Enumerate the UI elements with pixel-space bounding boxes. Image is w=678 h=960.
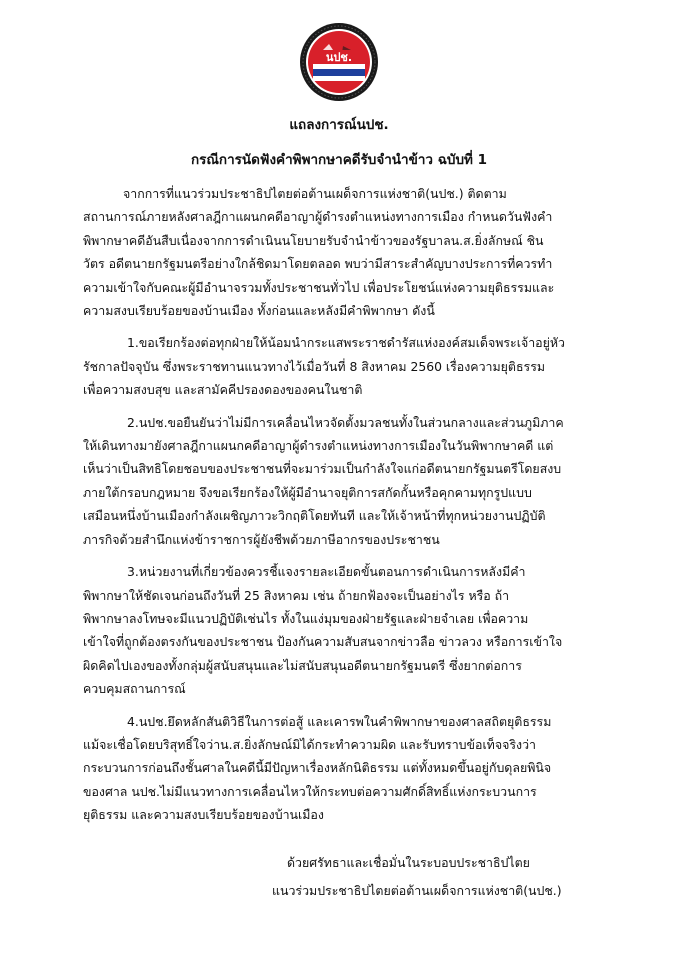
text-line: ให้เดินทางมายังศาลฎีกาแผนกคดีอาญาผู้ดำรงตำแหน่งทางการเมืองในวันพิพากษาคดี แต่ bbox=[83, 438, 554, 454]
text-line: ความเข้าใจกับคณะผู้มีอำนาจรวมทั้งประชาชนทั่วไป เพื่อประโยชน์แห่งความยุติธรรมและ bbox=[83, 279, 555, 295]
text-line: พิพากษาให้ชัดเจนก่อนถึงวันที่ 25 สิงหาคม เช่น ถ้ายกฟ้องจะเป็นอย่างไร หรือ ถ้า bbox=[83, 587, 510, 603]
text-line: พิพากษาคดีอันสืบเนื่องจากการดำเนินนโยบายรับจำนำข้าวของรัฐบาลน.ส.ยิ่งลักษณ์ ชิน bbox=[83, 232, 544, 248]
text-line: สถานการณ์ภายหลังศาลฎีกาแผนกคดีอาญาผู้ดำรงตำแหน่งทางการเมือง กำหนดวันฟังคำ bbox=[83, 209, 553, 225]
text-line: พิพากษาลงโทษจะมีแนวปฏิบัติเช่นไร ทั้งในแง่มุมของฝ่ายรัฐและฝ่ายจำเลย เพื่อความ bbox=[83, 610, 529, 626]
paragraph-intro bbox=[83, 182, 646, 322]
text-line: วัตร อดีตนายกรัฐมนตรีอย่างใกล้ชิดมาโดยตลอด พบว่ามีสาระสำคัญบางประการที่ควรทำ bbox=[83, 256, 553, 272]
text-line: รัชกาลปัจจุบัน ซึ่งพระราชทานแนวทางไว้เมื่อวันที่ 8 สิงหาคม 2560 เรื่องความยุติธรรม bbox=[83, 358, 546, 374]
text-line: 1.ขอเรียกร้องต่อทุกฝ่ายให้น้อมนำกระแสพระราชดำรัสแห่งองค์สมเด็จพระเจ้าอยู่หัว bbox=[127, 335, 565, 351]
text-line: 4.นปช.ยึดหลักสันติวิธีในการต่อสู้ และเคารพในคำพิพากษาของศาลสถิตยุติธรรม bbox=[127, 713, 552, 729]
document-body bbox=[83, 182, 646, 836]
paragraph-item-4 bbox=[83, 710, 646, 827]
text-line: ผิดคิดไปเองของทั้งกลุ่มผู้สนับสนุนและไม่สนับสนุนอดีตนายกรัฐมนตรี ซึ่งยากต่อการ bbox=[83, 657, 522, 673]
text-line: 3.หน่วยงานที่เกี่ยวข้องควรชี้แจงรายละเอียดขั้นตอนการดำเนินการหลังมีคำ bbox=[127, 564, 526, 580]
paragraph-item-2 bbox=[83, 411, 646, 551]
text-line: ภารกิจด้วยสำนึกแห่งข้าราชการผู้ยังชีพด้วยภาษีอากรของประชาชน bbox=[83, 531, 440, 547]
udd-logo bbox=[299, 22, 379, 102]
closing-line: ด้วยศรัทธาและเชื่อมั่นในระบอบประชาธิปไตย bbox=[287, 855, 530, 870]
text-line: ควบคุมสถานการณ์ bbox=[83, 681, 186, 697]
text-line: ความสงบเรียบร้อยของบ้านเมือง ทั้งก่อนและหลังมีคำพิพากษา ดังนี้ bbox=[83, 303, 435, 319]
text-line: ภายใต้กรอบกฎหมาย จึงขอเรียกร้องให้ผู้มีอำนาจยุติการสกัดกั้นหรือคุกคามทุกรูปแบบ bbox=[83, 484, 532, 500]
paragraph-item-3 bbox=[83, 560, 646, 700]
document-title: แถลงการณ์นปช. bbox=[289, 117, 389, 133]
text-line: เพื่อความสงบสุข และสามัคคีปรองดองของคนในชาติ bbox=[83, 382, 363, 398]
document-subtitle: กรณีการนัดฟังคำพิพากษาคดีรับจำนำข้าว ฉบับที่ 1 bbox=[190, 152, 488, 168]
paragraph-item-1 bbox=[83, 331, 646, 401]
text-line: จากการที่แนวร่วมประชาธิปไตยต่อต้านเผด็จการแห่งชาติ(นปช.) ติดตาม bbox=[123, 186, 507, 201]
svg-text:นปช.: นปช. bbox=[325, 51, 353, 64]
text-line: แม้จะเชื่อโดยบริสุทธิ์ใจว่าน.ส.ยิ่งลักษณ์มิได้กระทำความผิด และรับทราบข้อเท็จจริงว่า bbox=[83, 736, 536, 752]
signature-line: แนวร่วมประชาธิปไตยต่อต้านเผด็จการแห่งชาติ(นปช.) bbox=[272, 883, 562, 898]
text-line: เข้าใจที่ถูกต้องตรงกันของประชาชน ป้องกันความสับสนจากข่าวลือ ข่าวลวง หรือการเข้าใจ bbox=[83, 634, 563, 650]
text-line: กระบวนการก่อนถึงชั้นศาลในคดีนี้มีปัญหาเรื่องหลักนิติธรรม แต่ทั้งหมดขึ้นอยู่กับดุลยพินิจ bbox=[83, 760, 552, 776]
text-line: 2.นปช.ขอยืนยันว่าไม่มีการเคลื่อนไหวจัดตั้งมวลชนทั้งในส่วนกลางและส่วนภูมิภาค bbox=[127, 414, 564, 430]
text-line: ยุติธรรม และความสงบเรียบร้อยของบ้านเมือง bbox=[83, 807, 324, 823]
text-line: เห็นว่าเป็นสิทธิโดยชอบของประชาชนที่จะมาร่วมเป็นกำลังใจแก่อดีตนายกรัฐมนตรีโดยสงบ bbox=[83, 461, 562, 477]
text-line: เสมือนหนึ่งบ้านเมืองกำลังเผชิญภาวะวิกฤติโดยทันที และให้เจ้าหน้าที่ทุกหน่วยงานปฏิบัติ bbox=[83, 508, 546, 524]
text-line: ของศาล นปช.ไม่มีแนวทางการเคลื่อนไหวให้กระทบต่อความศักดิ์สิทธิ์แห่งกระบวนการ bbox=[83, 783, 537, 799]
udd-seal-icon bbox=[299, 22, 379, 102]
